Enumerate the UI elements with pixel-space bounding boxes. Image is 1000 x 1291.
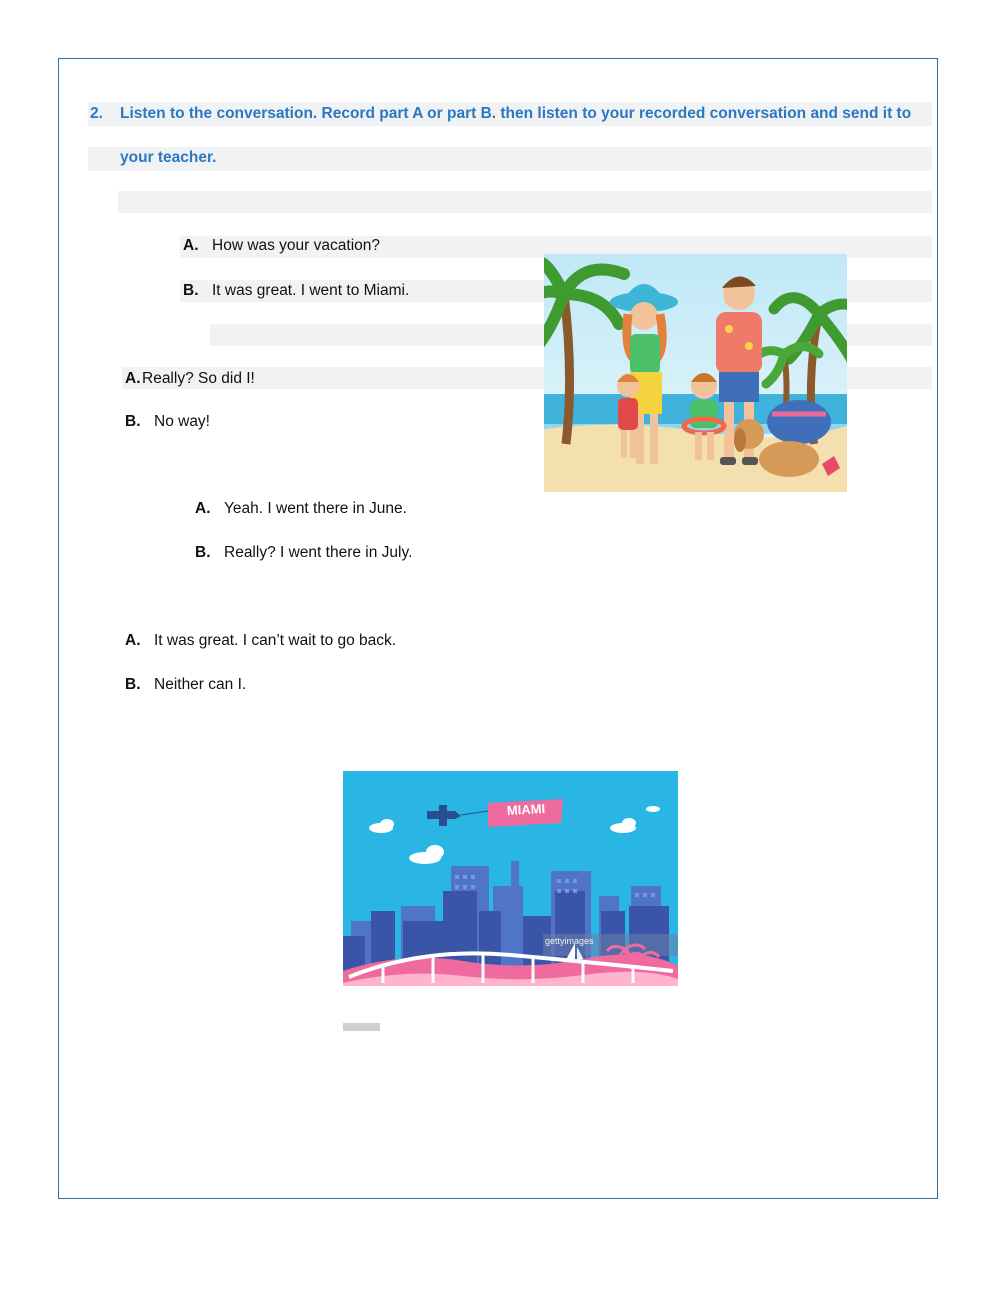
speaker-label: B. <box>195 544 211 561</box>
family-beach-illustration <box>544 254 847 492</box>
task-number: 2. <box>90 105 103 122</box>
speaker-label: B. <box>125 676 141 693</box>
speaker-label: B. <box>183 282 199 299</box>
shade-band <box>118 191 932 213</box>
image-caption-tag <box>343 1023 380 1031</box>
dialogue-line <box>125 370 255 388</box>
dialogue-line <box>125 413 210 431</box>
dialogue-text: No way! <box>154 413 210 430</box>
miami-skyline-illustration <box>343 771 678 1003</box>
miami-banner-text: MIAMI <box>506 801 546 818</box>
dialogue-text: It was great. I went to Miami. <box>212 282 410 299</box>
watermark-text: gettyimages <box>545 936 594 946</box>
dialogue-text: Really? I went there in July. <box>224 544 413 561</box>
dialogue-text: It was great. I can’t wait to go back. <box>154 632 397 649</box>
worksheet-frame <box>58 58 938 1199</box>
dialogue-line <box>183 282 409 300</box>
dialogue-line <box>125 676 246 694</box>
dialogue-line <box>195 500 407 518</box>
speaker-label: A. <box>125 370 141 387</box>
speaker-label: A. <box>125 632 141 649</box>
dialogue-text: Yeah. I went there in June. <box>224 500 407 517</box>
beach-family-icon <box>544 254 847 492</box>
dialogue-line <box>195 544 412 562</box>
dialogue-text: Really? So did I! <box>142 370 255 387</box>
dialogue-text: Neither can I. <box>154 676 247 693</box>
task-instruction-line1: Listen to the conversation. Record part A or part B. then listen to your recorded conversation and send it to <box>120 105 912 122</box>
speaker-label: A. <box>195 500 211 517</box>
speaker-label: B. <box>125 413 141 430</box>
task-instruction-line2: your teacher. <box>120 149 217 166</box>
dialogue-line <box>183 237 380 255</box>
speaker-label: A. <box>183 237 199 254</box>
dialogue-line <box>125 632 396 650</box>
dialogue-text: How was your vacation? <box>212 237 380 254</box>
